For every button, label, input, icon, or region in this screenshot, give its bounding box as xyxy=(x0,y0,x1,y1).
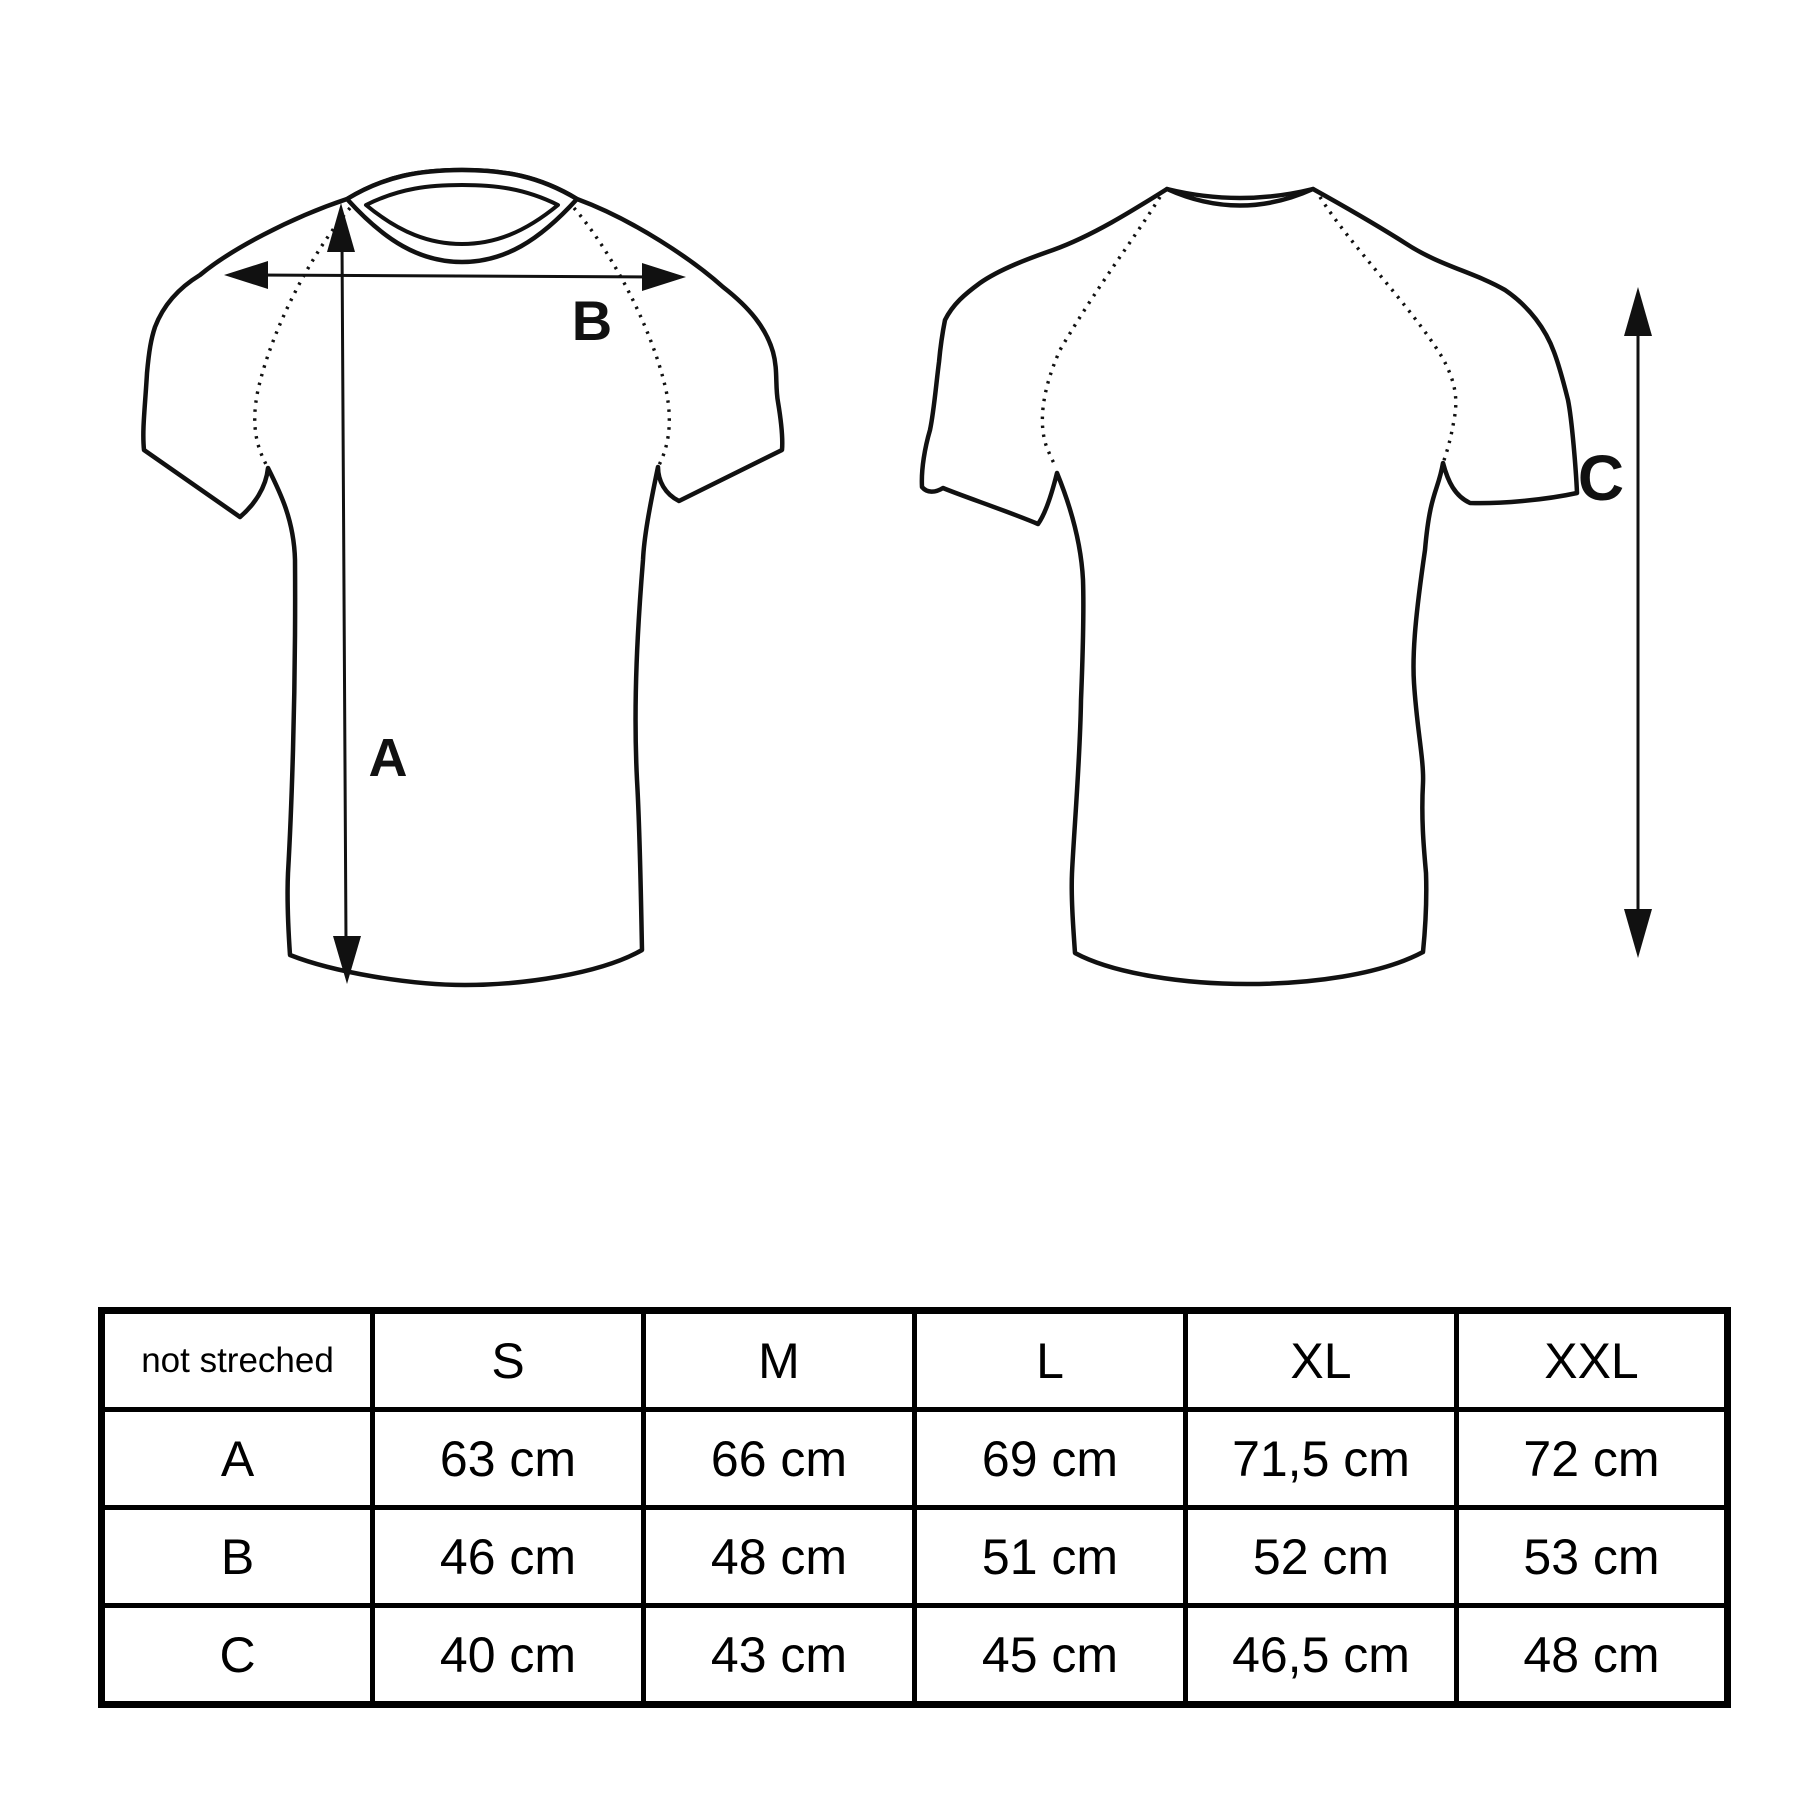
value-a-xl: 71,5 cm xyxy=(1186,1410,1457,1508)
size-table-header-row xyxy=(102,1311,1728,1410)
value-a-s: 63 cm xyxy=(373,1410,644,1508)
row-label-b: B xyxy=(102,1508,373,1606)
arrow-c-head-top xyxy=(1624,287,1652,336)
value-b-l: 51 cm xyxy=(915,1508,1186,1606)
value-c-m: 43 cm xyxy=(644,1606,915,1705)
size-table xyxy=(98,1307,1731,1708)
value-b-xl: 52 cm xyxy=(1186,1508,1457,1606)
table-header-not-stretched: not streched xyxy=(102,1311,373,1410)
arrow-c-head-bottom xyxy=(1624,909,1652,958)
value-c-s: 40 cm xyxy=(373,1606,644,1705)
value-b-xxl: 53 cm xyxy=(1457,1508,1728,1606)
table-header-size-m: M xyxy=(644,1311,915,1410)
measure-label-a: A xyxy=(368,728,408,788)
value-b-m: 48 cm xyxy=(644,1508,915,1606)
back-shirt-outline xyxy=(922,189,1577,984)
value-a-m: 66 cm xyxy=(644,1410,915,1508)
size-table-row-c xyxy=(102,1606,1728,1705)
table-header-size-xl: XL xyxy=(1186,1311,1457,1410)
value-c-l: 45 cm xyxy=(915,1606,1186,1705)
value-a-xxl: 72 cm xyxy=(1457,1410,1728,1508)
measure-arrow-b-line xyxy=(252,275,658,277)
front-shirt-outline xyxy=(143,170,782,985)
row-label-c: C xyxy=(102,1606,373,1705)
size-table-row-a xyxy=(102,1410,1728,1508)
value-b-s: 46 cm xyxy=(373,1508,644,1606)
table-header-size-l: L xyxy=(915,1311,1186,1410)
table-header-size-s: S xyxy=(373,1311,644,1410)
value-c-xxl: 48 cm xyxy=(1457,1606,1728,1705)
table-header-size-xxl: XXL xyxy=(1457,1311,1728,1410)
size-table-row-b xyxy=(102,1508,1728,1606)
measure-label-c: C xyxy=(1577,442,1625,514)
measure-label-b: B xyxy=(571,289,613,352)
row-label-a: A xyxy=(102,1410,373,1508)
value-c-xl: 46,5 cm xyxy=(1186,1606,1457,1705)
value-a-l: 69 cm xyxy=(915,1410,1186,1508)
